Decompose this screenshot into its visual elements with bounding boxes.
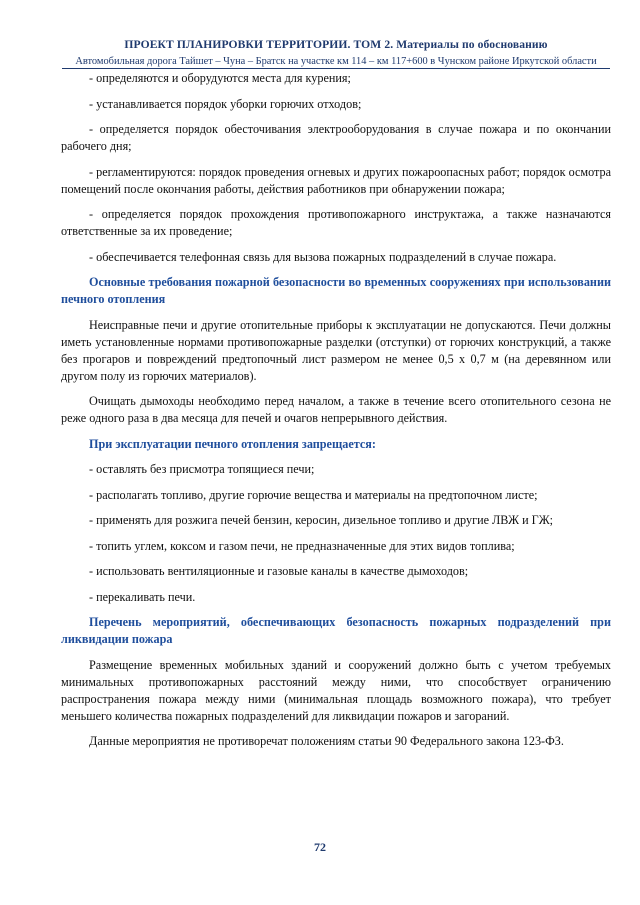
list-item: - использовать вентиляционные и газовые каналы в качестве дымоходов; bbox=[89, 564, 469, 578]
list-item: - применять для розжига печей бензин, керосин, дизельное топливо и другие ЛВЖ и ГЖ; bbox=[89, 513, 554, 527]
list-item: - располагать топливо, другие горючие вещества и материалы на предтопочном листе; bbox=[89, 487, 538, 502]
list-item: - регламентируются: порядок проведения огневых и других пожароопасных работ; порядок осмотра помещений после окончания работы, действия работников при обнаружении пожара; bbox=[61, 164, 611, 196]
document-subtitle: Автомобильная дорога Тайшет – Чуна – Братск на участке км 114 – км 117+600 в Чунском районе Иркутской области bbox=[75, 56, 597, 67]
running-header bbox=[62, 38, 610, 69]
body-paragraph: Очищать дымоходы необходимо перед началом, а также в течение всего отопительного сезона не реже одного раза в два месяца для печей и очагов непрерывного действия. bbox=[61, 394, 611, 425]
list-item: - оставлять без присмотра топящиеся печи; bbox=[89, 462, 315, 476]
section-heading-firefighter-safety: Перечень мероприятий, обеспечивающих безопасность пожарных подразделений при ликвидации пожара bbox=[61, 615, 611, 646]
section-heading-stove-heating: Основные требования пожарной безопасности во временных сооружениях при использовании печного отопления bbox=[61, 275, 611, 306]
list-item: - определяется порядок обесточивания электрооборудования в случае пожара и по окончании рабочего дня; bbox=[61, 122, 611, 153]
list-item: - топить углем, коксом и газом печи, не предназначенные для этих видов топлива; bbox=[89, 538, 515, 553]
header-divider bbox=[62, 68, 610, 69]
list-item: - определяется порядок прохождения противопожарного инструктажа, а также назначаются ответственные за их проведение; bbox=[61, 207, 611, 238]
page-number: 72 bbox=[314, 840, 326, 854]
list-item: - определяются и оборудуются места для курения; bbox=[89, 71, 351, 85]
body-paragraph: Размещение временных мобильных зданий и сооружений должно быть с учетом требуемых минимальных противопожарных расстояний между ними, что способствует ограничению распространения пожара между ними (минимальная площадь возможного пожара), что требует меньшего количества пожарных подразделений для ликвидации пожаров и загораний. bbox=[61, 657, 611, 723]
list-item: - обеспечивается телефонная связь для вызова пожарных подразделений в случае пожара. bbox=[89, 249, 557, 264]
body-paragraph: Неисправные печи и другие отопительные приборы к эксплуатации не допускаются. Печи должны иметь установленные нормами противопожарные разделки (отступки) от горючих конструкций, а также без прогаров и повреждений предтопочный лист размером не менее 0,5 х 0,7 м (на деревянном или другом полу из горючих материалов). bbox=[61, 317, 611, 383]
subheading-prohibitions: При эксплуатации печного отопления запрещается: bbox=[89, 436, 376, 451]
page-body bbox=[61, 70, 611, 759]
document-title: ПРОЕКТ ПЛАНИРОВКИ ТЕРРИТОРИИ. ТОМ 2. Материалы по обоснованию bbox=[124, 38, 548, 51]
body-paragraph: Данные мероприятия не противоречат положениям статьи 90 Федерального закона 123-ФЗ. bbox=[89, 734, 564, 748]
list-item: - устанавливается порядок уборки горючих отходов; bbox=[89, 96, 362, 111]
list-item: - перекаливать печи. bbox=[89, 589, 196, 604]
